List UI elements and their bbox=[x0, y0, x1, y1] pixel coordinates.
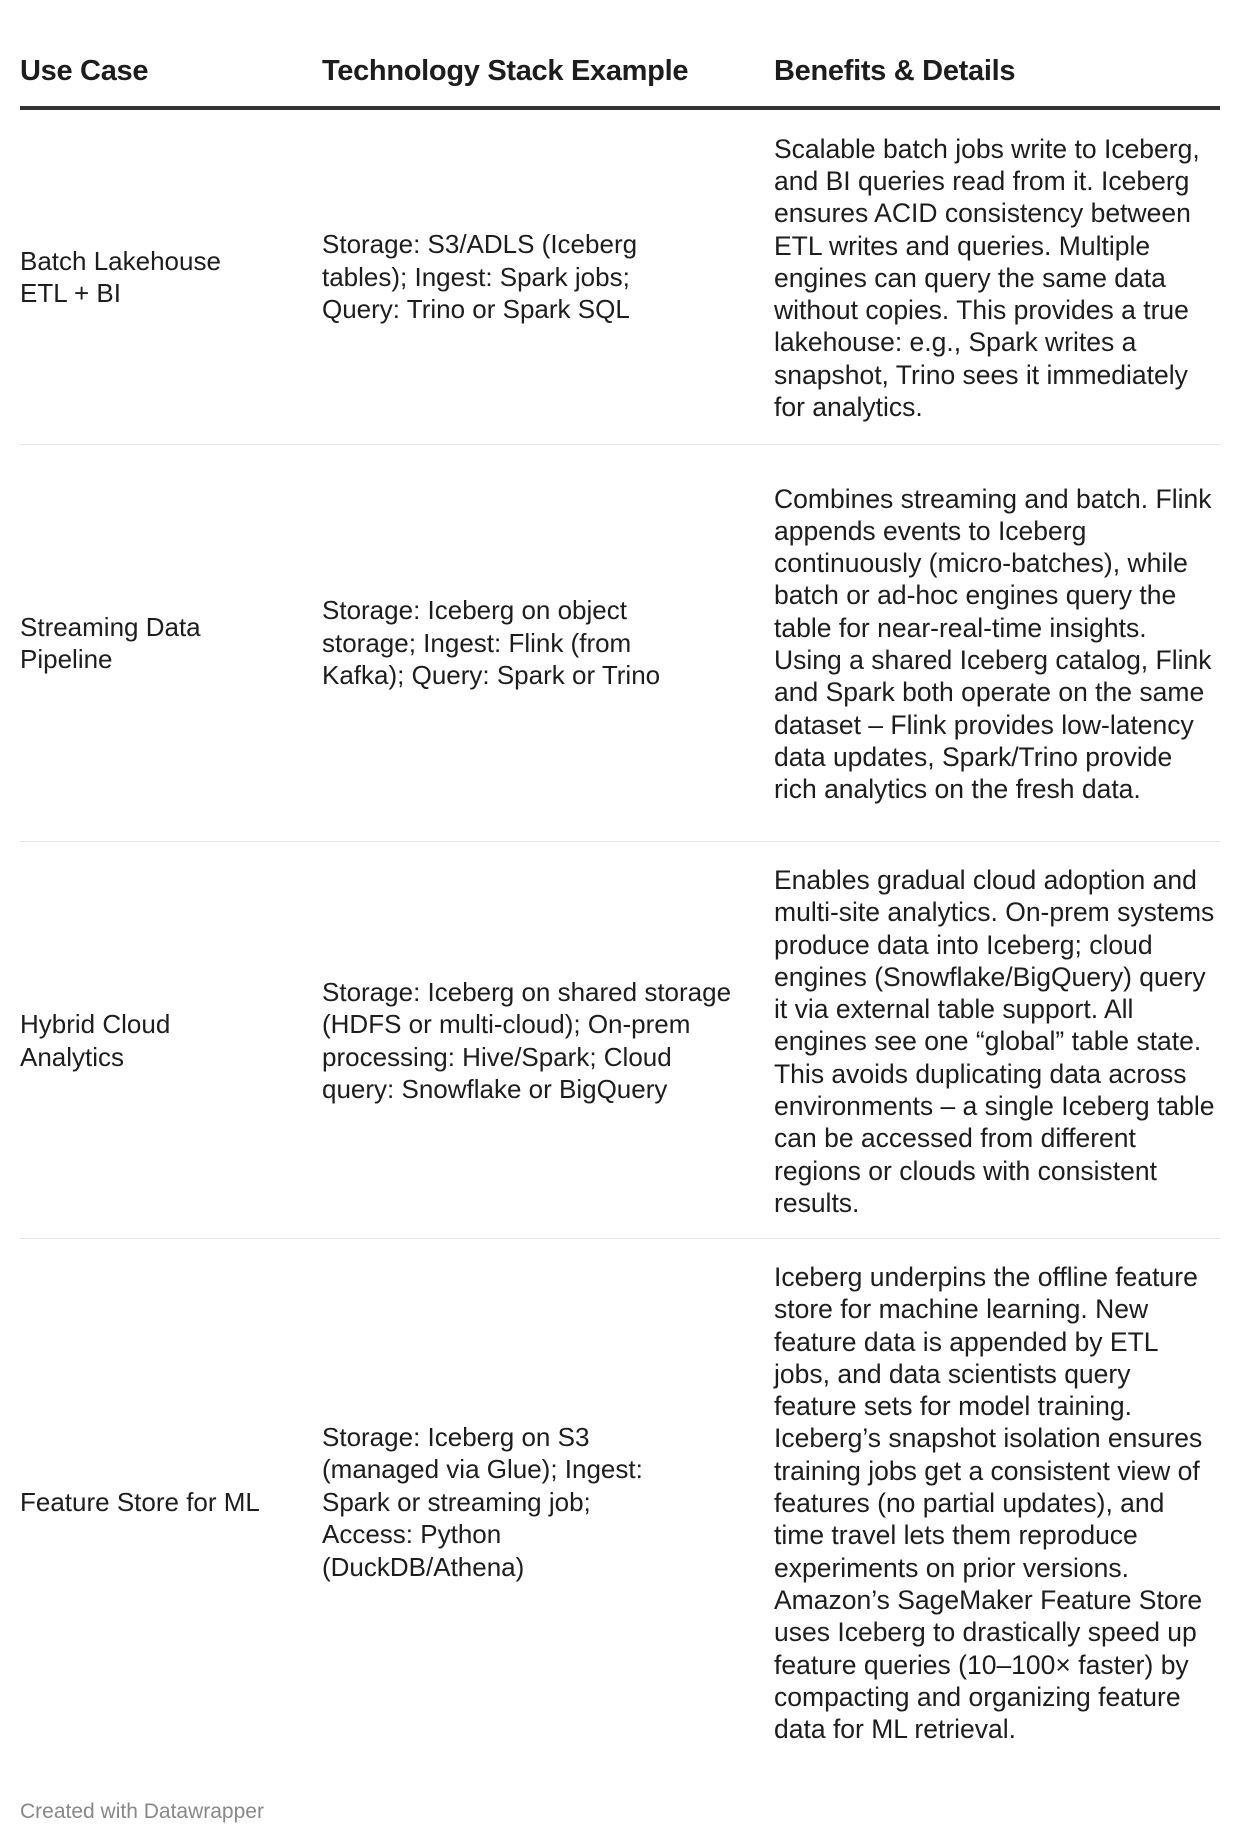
details-cell: Scalable batch jobs write to Iceberg, and BI queries read from it. Iceberg ensures ACID consistency between ETL writes and queries. Multiple engines can query the same data without copies. This provides a true lakehouse: e.g., Spark writes a snapshot, Trino sees it immediately for analytics. bbox=[774, 133, 1200, 423]
stack-cell: Storage: Iceberg on shared storage (HDFS or multi-cloud); On-prem processing: Hive/Spark; Cloud query: Snowflake or BigQuery bbox=[322, 976, 732, 1105]
details-cell: Enables gradual cloud adoption and multi-site analytics. On-prem systems produce data into Iceberg; cloud engines (Snowflake/BigQuery) query it via external table support. All engines see one “global” table state. This avoids duplicating data across environments – a single Iceberg table can be accessed from different regions or clouds with consistent results. bbox=[774, 865, 1215, 1218]
use-case-cell: Batch Lakehouse ETL + BI bbox=[20, 245, 221, 308]
table-row bbox=[20, 842, 1220, 1239]
stack-cell: Storage: S3/ADLS (Iceberg tables); Ingest: Spark jobs; Query: Trino or Spark SQL bbox=[322, 229, 638, 325]
use-case-cell: Streaming Data Pipeline bbox=[20, 611, 201, 674]
stack-cell: Storage: Iceberg on object storage; Ingest: Flink (from Kafka); Query: Spark or Trino bbox=[322, 595, 661, 691]
use-case-cell: Feature Store for ML bbox=[20, 1486, 260, 1517]
table-row bbox=[20, 1239, 1220, 1761]
header-benefits-details: Benefits & Details bbox=[774, 55, 1016, 87]
data-table bbox=[20, 0, 1220, 1761]
header-technology-stack: Technology Stack Example bbox=[322, 55, 689, 87]
details-cell: Iceberg underpins the offline feature store for machine learning. New feature data is appended by ETL jobs, and data scientists query feature sets for model training. Iceberg’s snapshot isolation ensures training jobs get a consistent view of features (no partial updates), and time travel lets them reproduce experiments on prior versions. Amazon’s SageMaker Feature Store uses Iceberg to drastically speed up feature queries (10–100× faster) by compacting and organizing feature data for ML retrieval. bbox=[774, 1262, 1203, 1745]
table-row bbox=[20, 110, 1220, 445]
details-cell: Combines streaming and batch. Flink appends events to Iceberg continuously (micro-batches), while batch or ad-hoc engines query the table for near-real-time insights. Using a shared Iceberg catalog, Flink and Spark both operate on the same dataset – Flink provides low-latency data updates, Spark/Trino provide rich analytics on the fresh data. bbox=[774, 483, 1212, 805]
stack-cell: Storage: Iceberg on S3 (managed via Glue); Ingest: Spark or streaming job; Access: Python (DuckDB/Athena) bbox=[322, 1421, 643, 1582]
datawrapper-credit: Created with Datawrapper bbox=[20, 1800, 264, 1823]
use-case-cell: Hybrid Cloud Analytics bbox=[20, 1009, 171, 1072]
table-header bbox=[20, 0, 1220, 110]
header-use-case: Use Case bbox=[20, 55, 149, 87]
table-row bbox=[20, 445, 1220, 842]
